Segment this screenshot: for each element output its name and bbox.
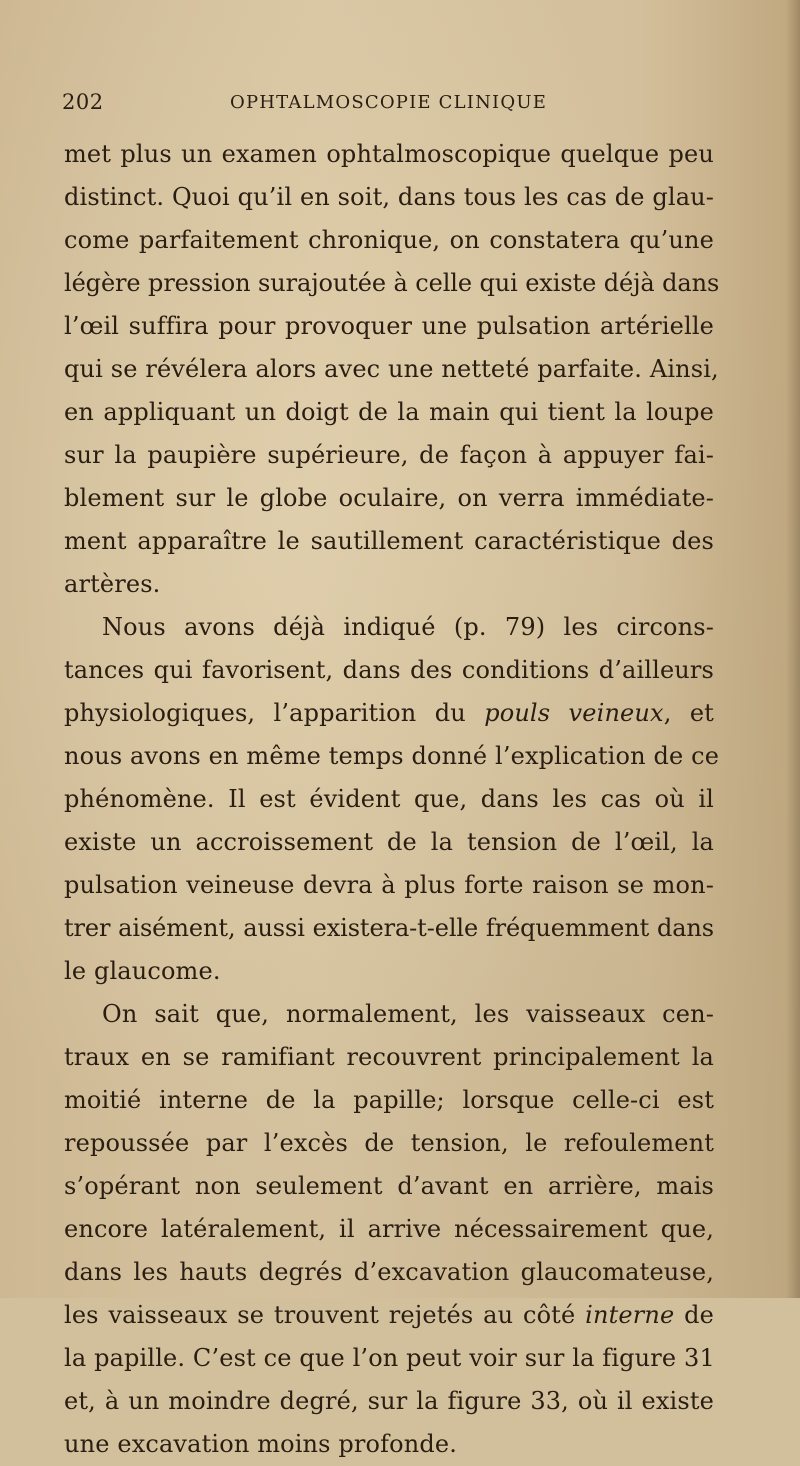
text-line: s’opérant non seulement d’avant en arrière, mais xyxy=(64,1172,714,1200)
running-title: OPHTALMOSCOPIE CLINIQUE xyxy=(230,92,548,113)
text-line: légère pression surajoutée à celle qui existe déjà dans xyxy=(64,269,720,297)
text-line: artères. xyxy=(64,570,161,598)
text-line: repoussée par l’excès de tension, le refoulement xyxy=(64,1129,714,1157)
page-number: 202 xyxy=(62,90,104,114)
text-line: moitié interne de la papille; lorsque celle-ci est xyxy=(64,1086,714,1114)
text-line: une excavation moins profonde. xyxy=(64,1430,458,1458)
text-line: nous avons en même temps donné l’explication de ce xyxy=(64,742,720,770)
text-line: l’œil suffira pour provoquer une pulsation artérielle xyxy=(64,312,714,340)
text-line xyxy=(64,1294,714,1337)
text-line: pulsation veineuse devra à plus forte raison se mon- xyxy=(64,871,714,899)
text-line: come parfaitement chronique, on constatera qu’une xyxy=(64,226,714,254)
text-line: met plus un examen ophtalmoscopique quelque peu xyxy=(64,140,714,168)
text-line: ment apparaître le sautillement caractéristique des xyxy=(64,527,714,555)
text-segment: physiologiques, l’apparition du xyxy=(64,699,466,727)
text-line: existe un accroissement de la tension de l’œil, la xyxy=(64,828,714,856)
text-line: le glaucome. xyxy=(64,957,221,985)
italic-term: pouls veineux xyxy=(484,699,664,727)
paragraph-first-line: Nous avons déjà indiqué (p. 79) les circons- xyxy=(102,613,714,641)
text-segment: les vaisseaux se trouvent rejetés au côté xyxy=(64,1301,576,1329)
text-line: et, à un moindre degré, sur la figure 33, où il existe xyxy=(64,1387,714,1415)
running-head xyxy=(62,90,722,120)
text-line: encore latéralement, il arrive nécessairement que, xyxy=(64,1215,714,1243)
italic-term: interne xyxy=(585,1301,675,1329)
text-line xyxy=(64,692,714,735)
text-line: sur la paupière supérieure, de façon à appuyer fai- xyxy=(64,441,714,469)
text-line: qui se révélera alors avec une netteté parfaite. Ainsi, xyxy=(64,355,719,383)
text-line: phénomène. Il est évident que, dans les cas où il xyxy=(64,785,714,813)
body-text xyxy=(64,133,720,1466)
text-segment: de xyxy=(684,1301,715,1329)
text-segment: , et xyxy=(663,699,714,727)
text-line: blement sur le globe oculaire, on verra immédiate- xyxy=(64,484,714,512)
text-line: trer aisément, aussi existera-t-elle fréquemment dans xyxy=(64,914,714,942)
text-line: en appliquant un doigt de la main qui tient la loupe xyxy=(64,398,714,426)
text-line: distinct. Quoi qu’il en soit, dans tous les cas de glau- xyxy=(64,183,715,211)
paragraph-first-line: On sait que, normalement, les vaisseaux cen- xyxy=(102,1000,714,1028)
text-line: dans les hauts degrés d’excavation glaucomateuse, xyxy=(64,1258,714,1286)
page-edge-shadow xyxy=(786,0,800,1298)
text-line: traux en se ramifiant recouvrent principalement la xyxy=(64,1043,714,1071)
text-line: la papille. C’est ce que l’on peut voir sur la figure 31 xyxy=(64,1344,715,1372)
text-line: tances qui favorisent, dans des conditions d’ailleurs xyxy=(64,656,714,684)
